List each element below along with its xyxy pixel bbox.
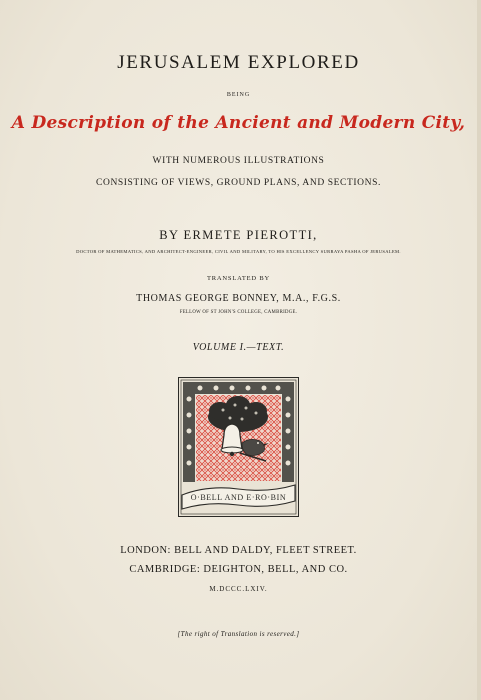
publisher-device-emblem <box>178 377 299 517</box>
rights-notice: [The right of Translation is reserved.] <box>177 630 300 638</box>
book-subtitle: A Description of the Ancient and Modern City, <box>11 113 466 133</box>
translator-name: THOMAS GEORGE BONNEY, M.A., F.G.S. <box>136 293 341 304</box>
author-name: BY ERMETE PIEROTTI, <box>159 228 318 242</box>
imprint-london: LONDON: BELL AND DALDY, FLEET STREET. <box>120 545 357 556</box>
illustrations-line-2: CONSISTING OF VIEWS, GROUND PLANS, AND SECTIONS. <box>96 178 381 188</box>
translator-affiliation: FELLOW OF ST JOHN'S COLLEGE, CAMBRIDGE. <box>179 310 298 315</box>
author-qualifications: DOCTOR OF MATHEMATICS, AND ARCHITECT-ENGINEER, CIVIL AND MILITARY, TO HIS EXCELLENCY SURRAYA PASHA OF JERUSALEM. <box>76 249 401 254</box>
imprint-cambridge: CAMBRIDGE: DEIGHTON, BELL, AND CO. <box>129 564 348 575</box>
book-title: JERUSALEM EXPLORED <box>117 52 360 73</box>
device-motto: O·BELL AND E·RO·BIN <box>190 493 287 502</box>
publication-year: M.DCCC.LXIV. <box>209 585 268 593</box>
being-label: BEING <box>226 92 251 98</box>
illustrations-line-1: WITH NUMEROUS ILLUSTRATIONS <box>152 156 325 166</box>
volume-label: VOLUME I.—TEXT. <box>192 342 285 353</box>
translated-by-label: TRANSLATED BY <box>207 275 270 282</box>
